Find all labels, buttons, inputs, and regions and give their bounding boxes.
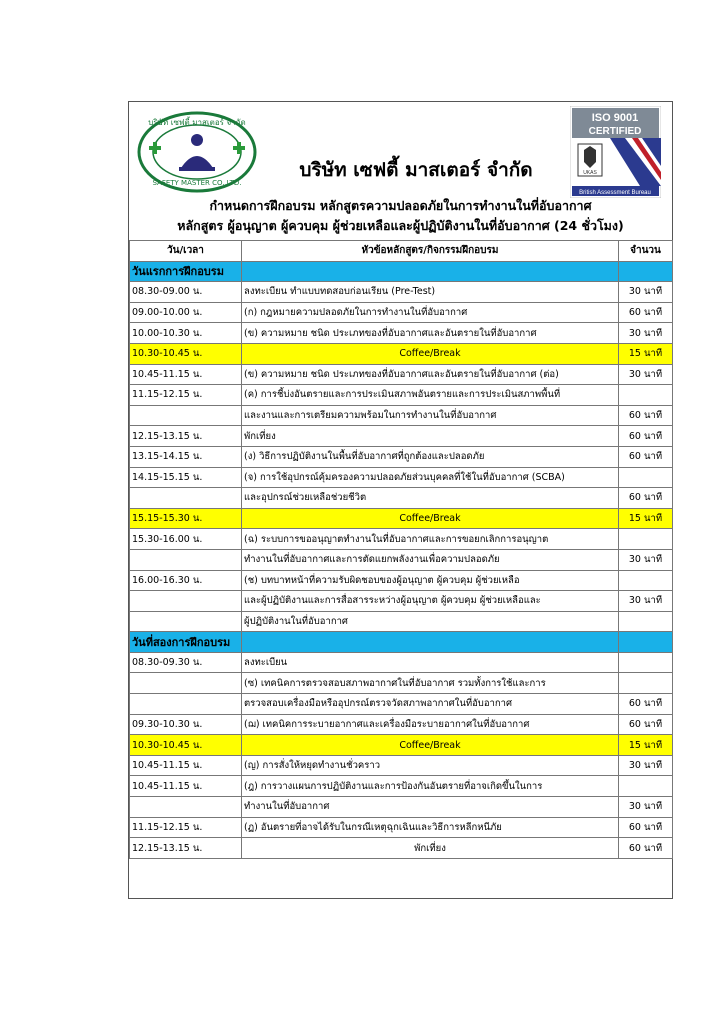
duration-cell: 60 นาที <box>619 302 673 323</box>
duration-cell <box>619 673 673 694</box>
topic-cell: และอุปกรณ์ช่วยเหลือช่วยชีวิต <box>242 488 619 509</box>
time-cell <box>130 591 242 612</box>
table-row <box>130 591 673 612</box>
duration-cell: 15 นาที <box>619 343 673 364</box>
column-header-duration: จำนวน <box>619 241 673 262</box>
break-row <box>130 508 673 529</box>
duration-cell: 30 นาที <box>619 797 673 818</box>
topic-cell: (ง) วิธีการปฏิบัติงานในพื้นที่อับอากาศที่ถูกต้องและปลอดภัย <box>242 446 619 467</box>
topic-cell: (ฏ) อันตรายที่อาจได้รับในกรณีเหตุฉุกเฉินและวิธีการหลีกหนีภัย <box>242 817 619 838</box>
break-row <box>130 343 673 364</box>
duration-cell <box>619 776 673 797</box>
topic-cell: (ค) การชี้บ่งอันตรายและการประเมินสภาพอันตรายและการประเมินสภาพพื้นที่ <box>242 385 619 406</box>
duration-cell <box>619 261 673 282</box>
time-cell: 15.30-16.00 น. <box>130 529 242 550</box>
table-row <box>130 714 673 735</box>
company-name: บริษัท เซฟตี้ มาสเตอร์ จำกัด <box>299 159 533 181</box>
time-cell: 08.30-09.30 น. <box>130 652 242 673</box>
topic-cell: (ญ) การสั่งให้หยุดทำงานชั่วคราว <box>242 755 619 776</box>
table-row <box>130 405 673 426</box>
duration-cell: 15 นาที <box>619 508 673 529</box>
time-cell: 11.15-12.15 น. <box>130 385 242 406</box>
company-logo-icon <box>135 110 259 194</box>
topic-cell: (ฎ) การวางแผนการปฏิบัติงานและการป้องกันอันตรายที่อาจเกิดขึ้นในการ <box>242 776 619 797</box>
day-header-row <box>130 261 673 282</box>
time-cell: 10.00-10.30 น. <box>130 323 242 344</box>
topic-cell: ลงทะเบียน ทำแบบทดสอบก่อนเรียน (Pre-Test) <box>242 282 619 303</box>
table-row <box>130 426 673 447</box>
table-row <box>130 549 673 570</box>
time-cell <box>130 694 242 715</box>
table-row <box>130 673 673 694</box>
duration-cell: 15 นาที <box>619 735 673 756</box>
topic-cell: Coffee/Break <box>242 508 619 529</box>
topic-cell: พักเที่ยง <box>242 426 619 447</box>
logo-bottom-text: SAFETY MASTER CO.,LTD. <box>152 179 242 187</box>
duration-cell <box>619 467 673 488</box>
table-row <box>130 652 673 673</box>
time-cell: 10.45-11.15 น. <box>130 755 242 776</box>
topic-cell: (ช) บทบาทหน้าที่ความรับผิดชอบของผู้อนุญาต ผู้ควบคุม ผู้ช่วยเหลือ <box>242 570 619 591</box>
duration-cell <box>619 611 673 632</box>
duration-cell: 30 นาที <box>619 755 673 776</box>
duration-cell: 30 นาที <box>619 364 673 385</box>
topic-cell: และงานและการเตรียมความพร้อมในการทำงานในที่อับอากาศ <box>242 405 619 426</box>
topic-cell: (ข) ความหมาย ชนิด ประเภทของที่อับอากาศและอันตรายในที่อับอากาศ <box>242 323 619 344</box>
duration-cell <box>619 385 673 406</box>
time-cell: 09.30-10.30 น. <box>130 714 242 735</box>
time-cell <box>130 673 242 694</box>
table-row <box>130 755 673 776</box>
time-cell <box>130 797 242 818</box>
topic-cell: Coffee/Break <box>242 735 619 756</box>
time-cell: 15.15-15.30 น. <box>130 508 242 529</box>
topic-cell: ลงทะเบียน <box>242 652 619 673</box>
duration-cell: 60 นาที <box>619 405 673 426</box>
table-row <box>130 776 673 797</box>
topic-cell: (ซ) เทคนิคการตรวจสอบสภาพอากาศในที่อับอากาศ รวมทั้งการใช้และการ <box>242 673 619 694</box>
table-row <box>130 364 673 385</box>
duration-cell: 60 นาที <box>619 817 673 838</box>
duration-cell: 60 นาที <box>619 426 673 447</box>
duration-cell <box>619 652 673 673</box>
table-row <box>130 323 673 344</box>
duration-cell: 30 นาที <box>619 282 673 303</box>
duration-cell: 60 นาที <box>619 694 673 715</box>
table-row <box>130 529 673 550</box>
duration-cell: 60 นาที <box>619 838 673 859</box>
table-row <box>130 838 673 859</box>
time-cell: 09.00-10.00 น. <box>130 302 242 323</box>
topic-cell: พักเที่ยง <box>242 838 619 859</box>
schedule-body <box>130 261 673 858</box>
time-cell: วันที่สองการฝึกอบรม <box>130 632 242 653</box>
schedule-table <box>129 240 673 859</box>
topic-cell: (ข) ความหมาย ชนิด ประเภทของที่อับอากาศและอันตรายในที่อับอากาศ (ต่อ) <box>242 364 619 385</box>
time-cell: 16.00-16.30 น. <box>130 570 242 591</box>
time-cell: 12.15-13.15 น. <box>130 838 242 859</box>
table-row <box>130 446 673 467</box>
table-row <box>130 467 673 488</box>
time-cell: 13.15-14.15 น. <box>130 446 242 467</box>
iso-bureau: British Assessment Bureau <box>579 190 651 196</box>
table-row <box>130 488 673 509</box>
duration-cell <box>619 529 673 550</box>
time-cell: 10.45-11.15 น. <box>130 776 242 797</box>
duration-cell: 60 นาที <box>619 488 673 509</box>
topic-cell: (ก) กฎหมายความปลอดภัยในการทำงานในที่อับอากาศ <box>242 302 619 323</box>
day-header-row <box>130 632 673 653</box>
iso-certified-badge-icon <box>570 106 661 198</box>
time-cell: 10.30-10.45 น. <box>130 343 242 364</box>
table-header-row <box>130 241 673 262</box>
topic-cell: (จ) การใช้อุปกรณ์คุ้มครองความปลอดภัยส่วนบุคคลที่ใช้ในที่อับอากาศ (SCBA) <box>242 467 619 488</box>
duration-cell: 60 นาที <box>619 714 673 735</box>
topic-cell: และผู้ปฏิบัติงานและการสื่อสารระหว่างผู้อนุญาต ผู้ควบคุม ผู้ช่วยเหลือและ <box>242 591 619 612</box>
duration-cell: 30 นาที <box>619 323 673 344</box>
document-header <box>129 102 672 240</box>
time-cell: 12.15-13.15 น. <box>130 426 242 447</box>
topic-cell: ตรวจสอบเครื่องมือหรืออุปกรณ์ตรวจวัดสภาพอากาศในที่อับอากาศ <box>242 694 619 715</box>
document-subtitle: หลักสูตร ผู้อนุญาต ผู้ควบคุม ผู้ช่วยเหลือและผู้ปฏิบัติงานในที่อับอากาศ (24 ชั่วโมง) <box>177 218 624 233</box>
topic-cell: (ฉ) ระบบการขออนุญาตทำงานในที่อับอากาศและการขอยกเลิกการอนุญาต <box>242 529 619 550</box>
iso-line1: ISO 9001 <box>591 112 639 124</box>
topic-cell: ทำงานในที่อับอากาศและการตัดแยกพลังงานเพื่อความปลอดภัย <box>242 549 619 570</box>
topic-cell: (ฌ) เทคนิคการระบายอากาศและเครื่องมือระบายอากาศในที่อับอากาศ <box>242 714 619 735</box>
table-row <box>130 611 673 632</box>
topic-cell <box>242 632 619 653</box>
duration-cell: 30 นาที <box>619 591 673 612</box>
document-title: กำหนดการฝึกอบรม หลักสูตรความปลอดภัยในการทำงานในที่อับอากาศ <box>209 198 592 213</box>
time-cell <box>130 488 242 509</box>
column-header-time: วัน/เวลา <box>130 241 242 262</box>
break-row <box>130 735 673 756</box>
duration-cell: 60 นาที <box>619 446 673 467</box>
time-cell: วันแรกการฝึกอบรม <box>130 261 242 282</box>
table-row <box>130 570 673 591</box>
time-cell: 11.15-12.15 น. <box>130 817 242 838</box>
iso-ukas: UKAS <box>583 170 597 176</box>
column-header-topic: หัวข้อหลักสูตร/กิจกรรมฝึกอบรม <box>242 241 619 262</box>
topic-cell: Coffee/Break <box>242 343 619 364</box>
table-row <box>130 282 673 303</box>
time-cell <box>130 611 242 632</box>
time-cell: 08.30-09.00 น. <box>130 282 242 303</box>
table-row <box>130 385 673 406</box>
table-row <box>130 302 673 323</box>
table-row <box>130 797 673 818</box>
duration-cell <box>619 632 673 653</box>
duration-cell: 30 นาที <box>619 549 673 570</box>
table-row <box>130 694 673 715</box>
iso-line2: CERTIFIED <box>588 126 642 137</box>
logo-arc-text: บริษัท เซฟตี้ มาสเตอร์ จำกัด <box>148 118 246 127</box>
time-cell: 10.30-10.45 น. <box>130 735 242 756</box>
time-cell <box>130 405 242 426</box>
time-cell: 10.45-11.15 น. <box>130 364 242 385</box>
time-cell: 14.15-15.15 น. <box>130 467 242 488</box>
topic-cell <box>242 261 619 282</box>
table-row <box>130 817 673 838</box>
topic-cell: ผู้ปฏิบัติงานในที่อับอากาศ <box>242 611 619 632</box>
duration-cell <box>619 570 673 591</box>
time-cell <box>130 549 242 570</box>
topic-cell: ทำงานในที่อับอากาศ <box>242 797 619 818</box>
document-page <box>128 101 673 899</box>
